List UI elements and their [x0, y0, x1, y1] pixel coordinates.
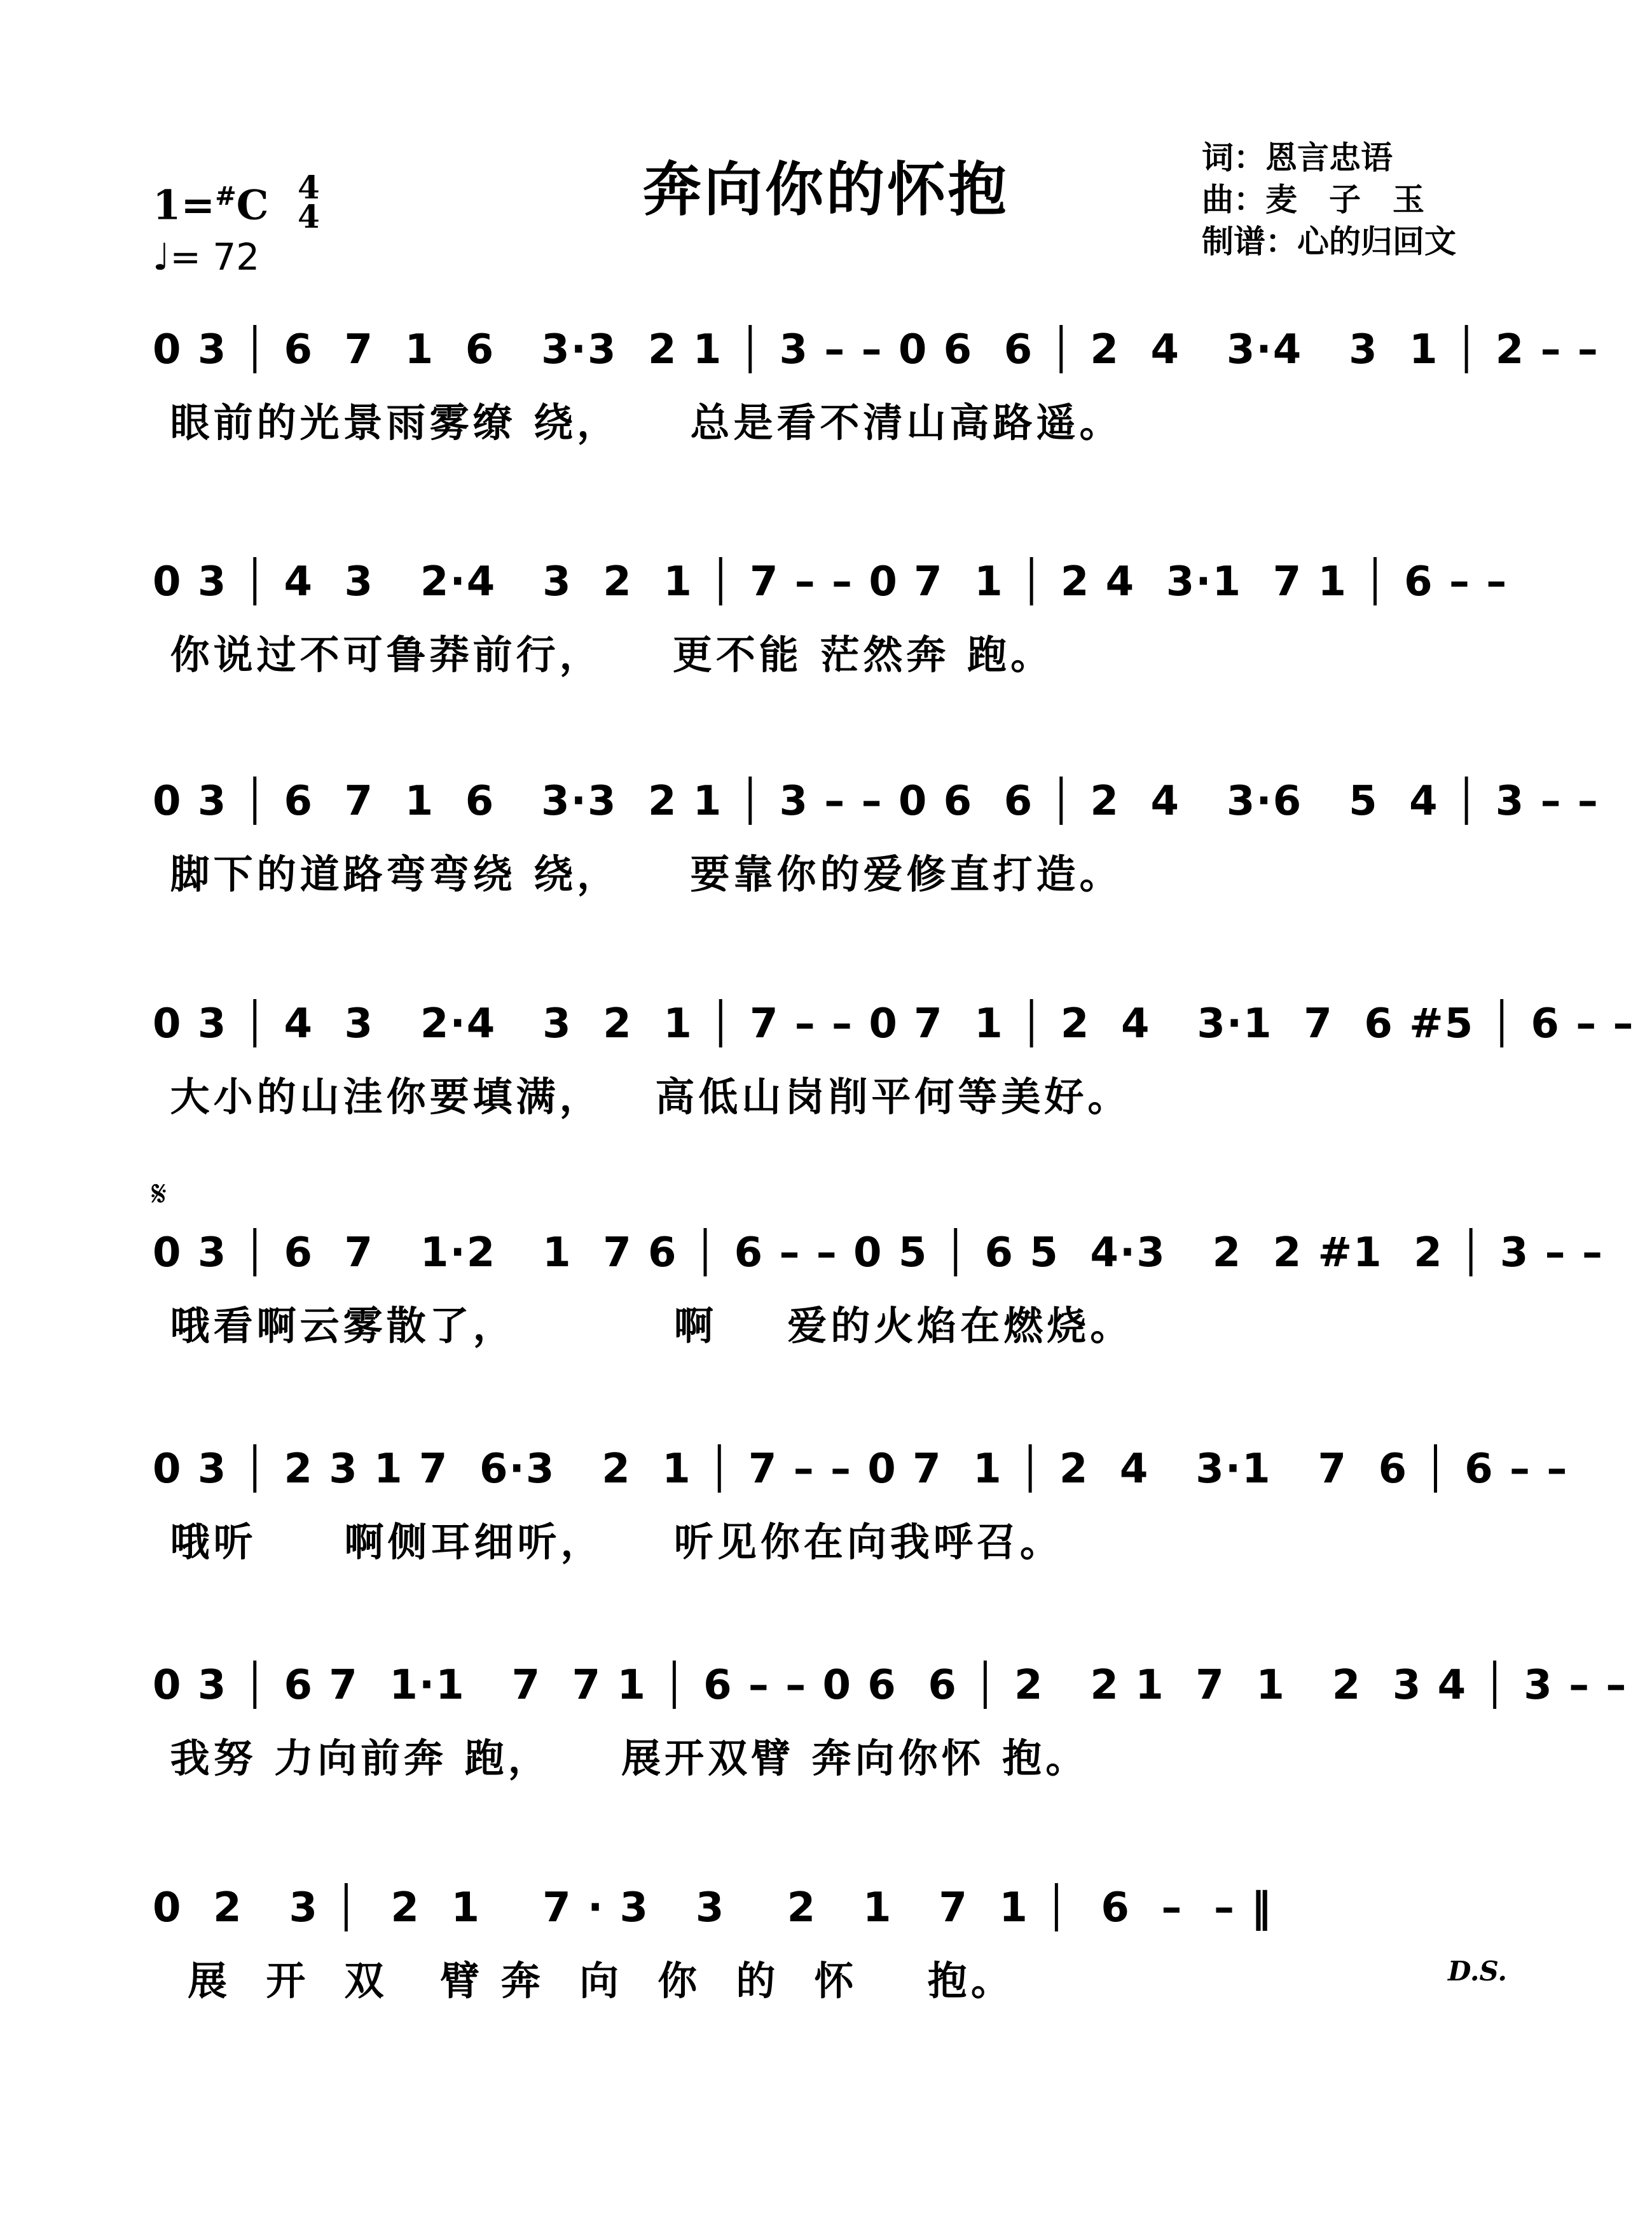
staff-row	[153, 1434, 1569, 1599]
notation-line: 0 3 │ 4 3 2·4 3 2 1 │ 7 – – 0 7 1 │ 2 4 3·1 7 6 #5 │ 6 – –	[153, 1000, 1635, 1047]
composer-credit: 曲：麦 子 玉	[1202, 181, 1424, 218]
notation-line: 0 3 │ 6 7 1·1 7 7 1 │ 6 – – 0 6 6 │ 2 2 1 7 1 2 3 4 │ 3 – –	[153, 1662, 1628, 1709]
lyric-line: 你说过不可鲁莽前行， 更不能 茫然奔 跑。	[153, 632, 1054, 678]
staff-row	[153, 766, 1599, 932]
lyric-line: 眼前的光景雨雾缭 绕， 总是看不清山高路遥。	[153, 399, 1123, 446]
staff-row	[153, 1650, 1628, 1816]
lyric-line: 我努 力向前奔 跑， 展开双臂 奔向你怀 抱。	[153, 1735, 1089, 1781]
key-prefix: 1=	[153, 181, 216, 230]
lyric-line: 脚下的道路弯弯绕 绕， 要靠你的爱修直打造。	[153, 851, 1123, 897]
time-signature-bottom: 4	[298, 198, 320, 235]
staff-row	[151, 1173, 1604, 1383]
sharp-sign: #	[215, 181, 237, 211]
notation-line: 0 3 │ 6 7 1 6 3·3 2 1 │ 3 – – 0 6 6 │ 2 4 3·6 5 4 │ 3 – –	[153, 778, 1599, 825]
tempo-value: = 72	[170, 235, 260, 279]
staff-row	[153, 989, 1635, 1154]
notation-line: 0 3 │ 6 7 1 6 3·3 2 1 │ 3 – – 0 6 6 │ 2 4 3·4 3 1 │ 2 – –	[153, 326, 1599, 373]
notation-line: 0 3 │ 2 3 1 7 6·3 2 1 │ 7 – – 0 7 1 │ 2 4 3·1 7 6 │ 6 – –	[153, 1446, 1569, 1493]
lyric-line: 大小的山洼你要填满， 高低山岗削平何等美好。	[153, 1074, 1131, 1120]
dal-segno-mark: D.S.	[1447, 1956, 1507, 1987]
staff-row	[153, 315, 1599, 480]
song-title: 奔向你的怀抱	[642, 156, 1009, 224]
lyricist-credit: 词：恩言忠语	[1202, 139, 1393, 176]
quarter-note-icon: ♩	[153, 235, 170, 279]
key-letter: C	[236, 181, 269, 230]
transcriber-credit: 制谱：心的归回文	[1202, 223, 1456, 260]
credits	[1202, 137, 1456, 263]
key-signature	[153, 181, 269, 229]
segno-icon: 𝄋	[151, 1173, 167, 1215]
notation-line: 0 3 │ 6 7 1·2 1 7 6 │ 6 – – 0 5 │ 6 5 4·3 2 2 #1 2 │ 3 – –	[153, 1229, 1604, 1276]
tempo-marking	[153, 235, 259, 279]
staff-row	[153, 547, 1507, 712]
notation-line: 0 3 │ 4 3 2·4 3 2 1 │ 7 – – 0 7 1 │ 2 4 3·1 7 1 │ 6 – –	[153, 558, 1508, 605]
time-signature	[298, 169, 320, 235]
notation-line: 0 2 3 │ 2 1 7 · 3 3 2 1 7 1 │ 6 – – ‖	[153, 1884, 1273, 1931]
lyric-line: 哦看啊云雾散了， 啊 爱的火焰在燃烧。	[153, 1302, 1134, 1349]
staff-row	[153, 1873, 1507, 2038]
time-signature-top: 4	[298, 169, 320, 206]
lyric-line: 哦听 啊侧耳细听， 听见你在向我呼召。	[153, 1519, 1063, 1565]
lyric-line: 展 开 双 臂 奔 向 你 的 怀 抱。	[153, 1958, 1014, 2004]
